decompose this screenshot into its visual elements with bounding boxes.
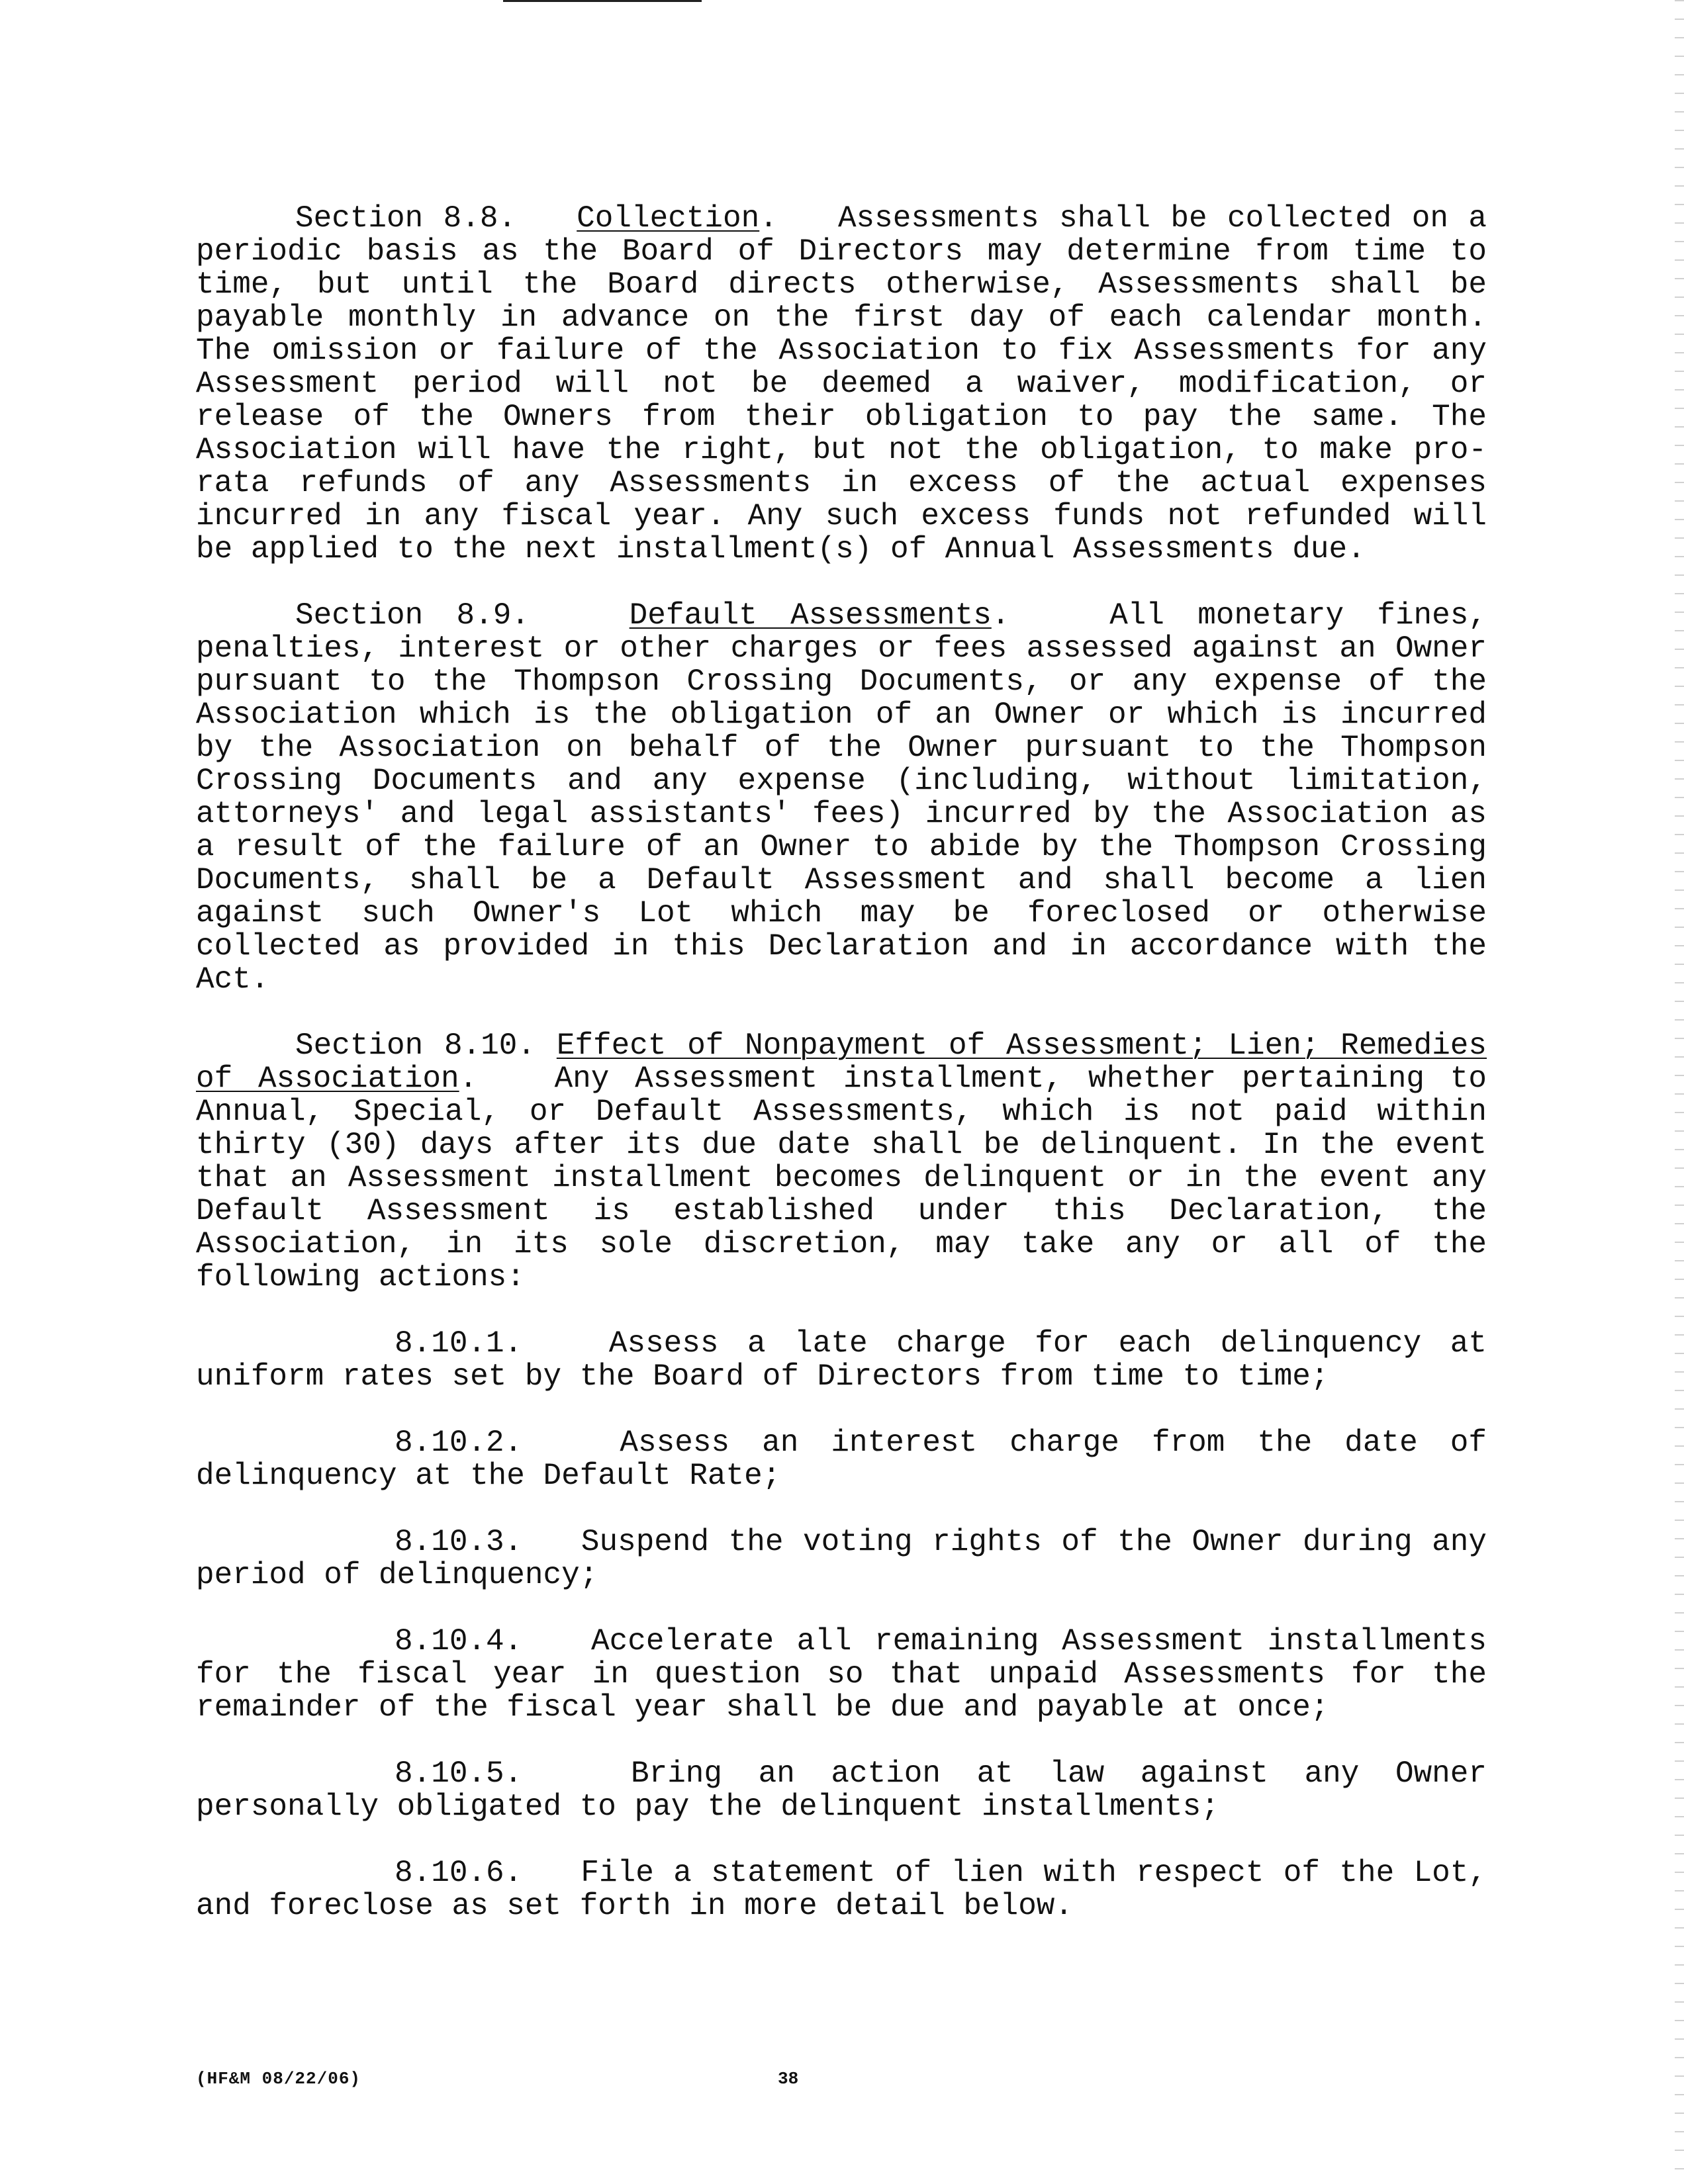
section-title: Collection bbox=[577, 201, 760, 236]
subsection-number: 8.10.4. bbox=[395, 1624, 523, 1659]
subsection-number: 8.10.5. bbox=[395, 1756, 523, 1791]
subsection-number: 8.10.3. bbox=[395, 1525, 523, 1559]
section-text: All monetary fines, penalties, interest or other charges or fees assessed against an Owner pursuant to the Thompson Crossing Documents, or any expense of the Association which is the obligation of an Owner or which is incurred by the Association on behalf of the Owner pursuant to the Thompson Crossing Documents and any expense (including, without limitation, attorneys' and legal assistants' fees) incurred by the Association as a result of the failure of an Owner to abide by the Thompson Crossing Documents, shall be a Default Assessment and shall become a lien against such Owner's Lot which may be foreclosed or otherwise collected as provided in this Declaration and in accordance with the Act. bbox=[196, 598, 1487, 997]
section-label: Section 8.8. bbox=[295, 201, 517, 236]
subsection-text: Assess an interest charge from the date of delinquency at the Default Rate; bbox=[196, 1426, 1487, 1493]
subsection-text: Accelerate all remaining Assessment installments for the fiscal year in question so that unpaid Assessments for the remainder of the fiscal year shall be due and payable at once; bbox=[196, 1624, 1487, 1725]
subsection-text: File a statement of lien with respect of the Lot, and foreclose as set forth in more detail below. bbox=[196, 1856, 1487, 1923]
section-text: Any Assessment installment, whether pertaining to Annual, Special, or Default Assessments, which is not paid within thirty (30) days after its due date shall be delinquent. In the event that an Assessment installment becomes delinquent or in the event any Default Assessment is established under this Declaration, the Association, in its sole discretion, may take any or all of the following actions: bbox=[196, 1062, 1487, 1295]
subsection-8-10-6 bbox=[196, 1856, 1487, 1923]
subsection-number: 8.10.2. bbox=[395, 1426, 523, 1460]
section-label: Section 8.9. bbox=[295, 598, 530, 633]
subsection-8-10-5 bbox=[196, 1757, 1487, 1823]
subsection-text: Bring an action at law against any Owner personally obligated to pay the delinquent installments; bbox=[196, 1756, 1487, 1824]
document-body bbox=[196, 202, 1487, 1956]
section-title: Effect of Nonpayment of Assessment; Lien; Remedies of Association bbox=[196, 1028, 1487, 1096]
subsection-8-10-3 bbox=[196, 1525, 1487, 1592]
section-8-8: Section 8.8. Collection. Assessments shall be collected on a periodic basis as the Board of Directors may determine from time to time, but until the Board directs otherwise, Assessments shall be payable monthly in advance on the first day of each calendar month. The omission or failure of the Association to fix Assessments for any Assessment period will not be deemed a waiver, modification, or release of the Owners from their obligation to pay the same. The Association will have the right, but not the obligation, to make pro-rata refunds of any Assessments in excess of the actual expenses incurred in any fiscal year. Any such excess funds not refunded will be applied to the next installment(s) of Annual Assessments due. bbox=[196, 201, 1487, 567]
scan-edge-marks bbox=[1675, 0, 1684, 2184]
subsection-8-10-1 bbox=[196, 1327, 1487, 1393]
subsection-text: Assess a late charge for each delinquency at uniform rates set by the Board of Directors from time to time; bbox=[196, 1326, 1487, 1394]
subsection-text: Suspend the voting rights of the Owner during any period of delinquency; bbox=[196, 1525, 1487, 1592]
section-label: Section 8.10. bbox=[295, 1028, 536, 1063]
subsection-8-10-2 bbox=[196, 1426, 1487, 1492]
footer-doc-ref: (HF&M 08/22/06) bbox=[196, 2069, 361, 2089]
subsection-8-10-4 bbox=[196, 1625, 1487, 1724]
section-8-9: Section 8.9. Default Assessments. All monetary fines, penalties, interest or other charges or fees assessed against an Owner pursuant to the Thompson Crossing Documents, or any expense of the Association which is the obligation of an Owner or which is incurred by the Association on behalf of the Owner pursuant to the Thompson Crossing Documents and any expense (including, without limitation, attorneys' and legal assistants' fees) incurred by the Association as a result of the failure of an Owner to abide by the Thompson Crossing Documents, shall be a Default Assessment and shall become a lien against such Owner's Lot which may be foreclosed or otherwise collected as provided in this Declaration and in accordance with the Act. bbox=[196, 598, 1487, 997]
section-title: Default Assessments bbox=[629, 598, 992, 633]
section-text: Assessments shall be collected on a periodic basis as the Board of Directors may determine from time to time, but until the Board directs otherwise, Assessments shall be payable monthly in advance on the first day of each calendar month. The omission or failure of the Association to fix Assessments for any Assessment period will not be deemed a waiver, modification, or release of the Owners from their obligation to pay the same. The Association will have the right, but not the obligation, to make pro-rata refunds of any Assessments in excess of the actual expenses incurred in any fiscal year. Any such excess funds not refunded will be applied to the next installment(s) of Annual Assessments due. bbox=[196, 201, 1487, 567]
top-scan-line bbox=[503, 0, 702, 5]
subsection-number: 8.10.6. bbox=[395, 1856, 523, 1890]
subsection-number: 8.10.1. bbox=[395, 1326, 523, 1361]
page-number: 38 bbox=[778, 2069, 799, 2089]
section-8-10: Section 8.10. Effect of Nonpayment of Assessment; Lien; Remedies of Association. Any Assessment installment, whether pertaining to Annual, Special, or Default Assessments, which is not paid within thirty (30) days after its due date shall be delinquent. In the event that an Assessment installment becomes delinquent or in the event any Default Assessment is established under this Declaration, the Association, in its sole discretion, may take any or all of the following actions: bbox=[196, 1028, 1487, 1295]
